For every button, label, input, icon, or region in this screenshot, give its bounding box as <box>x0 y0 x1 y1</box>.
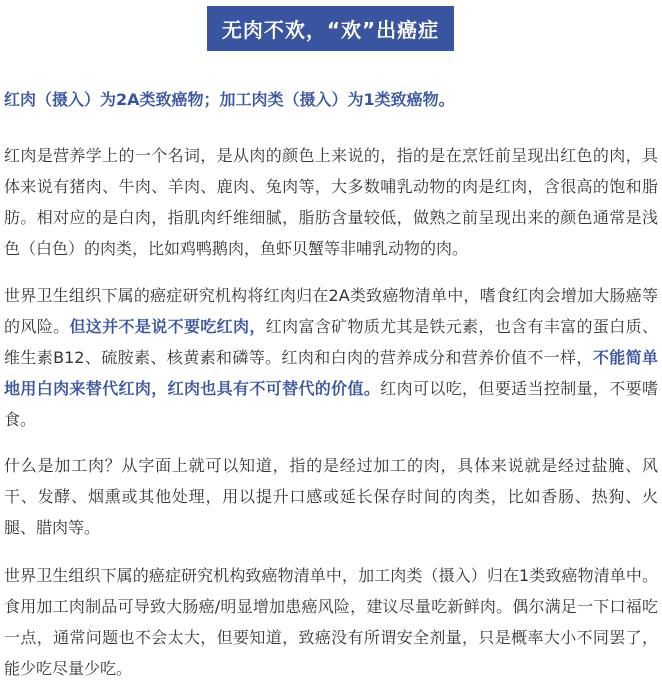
p2-text-c: 红肉富含矿物质尤其是铁元素，也含有丰富的蛋白质、维生素B12、硫胺素、核黄素和磷等。红肉和白肉的营养成分和营养价值不一样， <box>4 317 658 367</box>
article-title: 无肉不欢，“欢”出癌症 <box>207 6 454 51</box>
p2-text-e: 红肉可以吃，但要适当控制量，不要嗜食。 <box>4 379 658 429</box>
paragraph-processed-meat-definition: 什么是加工肉？从字面上就可以知道，指的是经过加工的肉，具体来说就是经过盐腌、风干、发酵、烟熏或其他处理，用以提升口感或延长保存时间的肉类，比如香肠、热狗、火腿、腊肉等。 <box>4 456 658 537</box>
p2-highlight-irreplaceable: 不能简单地用白肉来替代红肉，红肉也具有不可替代的价值。 <box>4 348 658 398</box>
p2-text-a: 世界卫生组织下属的癌症研究机构将红肉归在2A类致癌物清单中，嗜食红肉会增加大肠癌等的风险。 <box>4 286 658 336</box>
article-subtitle: 红肉（摄入）为2A类致癌物；加工肉类（摄入）为1类致癌物。 <box>4 90 455 109</box>
paragraph-red-meat-definition: 红肉是营养学上的一个名词，是从肉的颜色上来说的，指的是在烹饪前呈现出红色的肉，具体来说有猪肉、牛肉、羊肉、鹿肉、兔肉等，大多数哺乳动物的肉是红肉，含很高的饱和脂肪。相对应的是白肉，指肌肉纤维细腻，脂肪含量较低，做熟之前呈现出来的颜色通常是浅色（白色）的肉类，比如鸡鸭鹅肉，鱼虾贝蟹等非哺乳动物的肉。 <box>4 146 658 258</box>
paragraph-red-meat-risk <box>4 280 658 435</box>
paragraph-processed-meat-risk: 世界卫生组织下属的癌症研究机构致癌物清单中，加工肉类（摄入）归在1类致癌物清单中。食用加工肉制品可导致大肠癌/明显增加患癌风险，建议尽量吃新鲜肉。偶尔满足一下口福吃一点，通常问题也不会太大，但要知道，致癌没有所谓安全剂量，只是概率大小不同罢了，能少吃尽量少吃。 <box>4 566 658 678</box>
p2-highlight-not-avoid: 但这并不是说不要吃红肉， <box>69 317 266 336</box>
